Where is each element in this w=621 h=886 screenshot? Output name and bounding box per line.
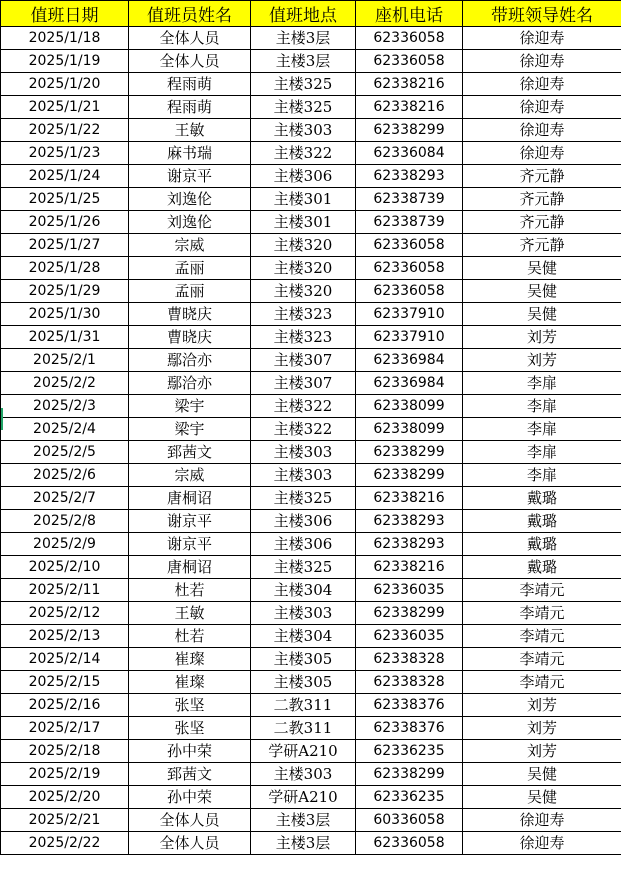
cell-leader-name[interactable]: 刘芳 — [463, 349, 621, 372]
cell-location[interactable]: 主楼303 — [251, 602, 356, 625]
cell-date[interactable]: 2025/1/18 — [1, 27, 129, 50]
cell-date[interactable]: 2025/2/21 — [1, 809, 129, 832]
cell-leader-name[interactable]: 徐迎寿 — [463, 832, 621, 855]
cell-location[interactable]: 主楼307 — [251, 372, 356, 395]
header-duty-location[interactable]: 值班地点 — [251, 1, 356, 27]
cell-date[interactable]: 2025/2/5 — [1, 441, 129, 464]
cell-leader-name[interactable]: 戴璐 — [463, 510, 621, 533]
table-row — [1, 211, 621, 234]
cell-phone[interactable]: 62336058 — [356, 50, 463, 73]
cell-location[interactable]: 主楼3层 — [251, 809, 356, 832]
table-row — [1, 395, 621, 418]
cell-date[interactable]: 2025/1/28 — [1, 257, 129, 280]
cell-officer-name[interactable]: 刘逸伦 — [129, 211, 251, 234]
cell-officer-name[interactable]: 宗威 — [129, 464, 251, 487]
cell-date[interactable]: 2025/2/7 — [1, 487, 129, 510]
cell-officer-name[interactable]: 杜若 — [129, 625, 251, 648]
cell-officer-name[interactable]: 麻书瑞 — [129, 142, 251, 165]
table-row — [1, 418, 621, 441]
cell-location[interactable]: 主楼306 — [251, 510, 356, 533]
cell-location[interactable]: 主楼322 — [251, 418, 356, 441]
cell-officer-name[interactable]: 张坚 — [129, 694, 251, 717]
cell-phone[interactable]: 62338099 — [356, 418, 463, 441]
cell-date[interactable]: 2025/1/29 — [1, 280, 129, 303]
table-row — [1, 50, 621, 73]
cell-date[interactable]: 2025/2/11 — [1, 579, 129, 602]
cell-phone[interactable]: 62338376 — [356, 717, 463, 740]
cell-phone[interactable]: 62336035 — [356, 625, 463, 648]
cell-date[interactable]: 2025/2/6 — [1, 464, 129, 487]
table-row — [1, 487, 621, 510]
cell-location[interactable]: 主楼301 — [251, 211, 356, 234]
cell-officer-name[interactable]: 郅茜文 — [129, 763, 251, 786]
cell-leader-name[interactable]: 徐迎寿 — [463, 50, 621, 73]
header-landline-phone[interactable]: 座机电话 — [356, 1, 463, 27]
cell-leader-name[interactable]: 李靖元 — [463, 625, 621, 648]
cell-leader-name[interactable]: 吴健 — [463, 303, 621, 326]
cell-officer-name[interactable]: 唐桐诏 — [129, 487, 251, 510]
cell-leader-name[interactable]: 徐迎寿 — [463, 96, 621, 119]
cell-phone[interactable]: 62336984 — [356, 349, 463, 372]
cell-leader-name[interactable]: 戴璐 — [463, 487, 621, 510]
cell-officer-name[interactable]: 全体人员 — [129, 809, 251, 832]
cell-phone[interactable]: 62338299 — [356, 763, 463, 786]
cell-leader-name[interactable]: 齐元静 — [463, 211, 621, 234]
cell-date[interactable]: 2025/2/14 — [1, 648, 129, 671]
cell-phone[interactable]: 62338293 — [356, 533, 463, 556]
cell-leader-name[interactable]: 吴健 — [463, 257, 621, 280]
cell-leader-name[interactable]: 李靖元 — [463, 648, 621, 671]
cell-phone[interactable]: 62336058 — [356, 27, 463, 50]
cell-date[interactable]: 2025/2/10 — [1, 556, 129, 579]
cell-location[interactable]: 主楼325 — [251, 96, 356, 119]
table-row — [1, 349, 621, 372]
cell-date[interactable]: 2025/1/25 — [1, 188, 129, 211]
table-row — [1, 671, 621, 694]
cell-location[interactable]: 主楼3层 — [251, 50, 356, 73]
cell-location[interactable]: 主楼301 — [251, 188, 356, 211]
cell-date[interactable]: 2025/1/30 — [1, 303, 129, 326]
cell-location[interactable]: 主楼323 — [251, 303, 356, 326]
cell-leader-name[interactable]: 戴璐 — [463, 556, 621, 579]
cell-location[interactable]: 主楼307 — [251, 349, 356, 372]
cell-officer-name[interactable]: 全体人员 — [129, 50, 251, 73]
cell-leader-name[interactable]: 徐迎寿 — [463, 73, 621, 96]
cell-location[interactable]: 主楼306 — [251, 533, 356, 556]
cell-officer-name[interactable]: 崔璨 — [129, 671, 251, 694]
row-selection-marker — [1, 408, 3, 430]
cell-date[interactable]: 2025/2/1 — [1, 349, 129, 372]
cell-leader-name[interactable]: 刘芳 — [463, 694, 621, 717]
cell-leader-name[interactable]: 李扉 — [463, 464, 621, 487]
cell-date[interactable]: 2025/2/8 — [1, 510, 129, 533]
cell-phone[interactable]: 62338293 — [356, 165, 463, 188]
cell-leader-name[interactable]: 李扉 — [463, 418, 621, 441]
cell-officer-name[interactable]: 鄢洽亦 — [129, 349, 251, 372]
cell-date[interactable]: 2025/2/18 — [1, 740, 129, 763]
cell-officer-name[interactable]: 梁宇 — [129, 395, 251, 418]
table-row — [1, 372, 621, 395]
cell-date[interactable]: 2025/2/15 — [1, 671, 129, 694]
cell-date[interactable]: 2025/2/9 — [1, 533, 129, 556]
cell-officer-name[interactable]: 谢京平 — [129, 165, 251, 188]
cell-location[interactable]: 主楼320 — [251, 234, 356, 257]
cell-officer-name[interactable]: 梁宇 — [129, 418, 251, 441]
table-row — [1, 280, 621, 303]
cell-phone[interactable]: 62336058 — [356, 832, 463, 855]
cell-officer-name[interactable]: 崔璨 — [129, 648, 251, 671]
cell-location[interactable]: 主楼3层 — [251, 27, 356, 50]
cell-date[interactable]: 2025/2/22 — [1, 832, 129, 855]
cell-date[interactable]: 2025/2/16 — [1, 694, 129, 717]
table-row — [1, 740, 621, 763]
cell-leader-name[interactable]: 李扉 — [463, 372, 621, 395]
cell-officer-name[interactable]: 刘逸伦 — [129, 188, 251, 211]
cell-location[interactable]: 主楼322 — [251, 395, 356, 418]
cell-phone[interactable]: 62336084 — [356, 142, 463, 165]
cell-leader-name[interactable]: 李靖元 — [463, 579, 621, 602]
cell-leader-name[interactable]: 刘芳 — [463, 326, 621, 349]
cell-phone[interactable]: 62338216 — [356, 487, 463, 510]
cell-date[interactable]: 2025/2/4 — [1, 418, 129, 441]
cell-officer-name[interactable]: 宗威 — [129, 234, 251, 257]
table-row — [1, 579, 621, 602]
cell-date[interactable]: 2025/2/2 — [1, 372, 129, 395]
table-row — [1, 786, 621, 809]
table-row — [1, 694, 621, 717]
cell-officer-name[interactable]: 孟丽 — [129, 257, 251, 280]
cell-phone[interactable]: 62338216 — [356, 556, 463, 579]
cell-leader-name[interactable]: 齐元静 — [463, 234, 621, 257]
cell-date[interactable]: 2025/2/17 — [1, 717, 129, 740]
cell-date[interactable]: 2025/1/24 — [1, 165, 129, 188]
table-row — [1, 96, 621, 119]
cell-leader-name[interactable]: 李靖元 — [463, 602, 621, 625]
table-row — [1, 165, 621, 188]
cell-phone[interactable]: 62338376 — [356, 694, 463, 717]
cell-leader-name[interactable]: 吴健 — [463, 763, 621, 786]
cell-leader-name[interactable]: 齐元静 — [463, 165, 621, 188]
table-row — [1, 832, 621, 855]
cell-officer-name[interactable]: 谢京平 — [129, 533, 251, 556]
cell-officer-name[interactable]: 杜若 — [129, 579, 251, 602]
cell-phone[interactable]: 62336058 — [356, 257, 463, 280]
table-row — [1, 464, 621, 487]
cell-phone[interactable]: 62338299 — [356, 119, 463, 142]
cell-phone[interactable]: 62336035 — [356, 579, 463, 602]
cell-date[interactable]: 2025/1/19 — [1, 50, 129, 73]
cell-phone[interactable]: 62338328 — [356, 671, 463, 694]
cell-date[interactable]: 2025/1/27 — [1, 234, 129, 257]
header-row — [1, 1, 621, 27]
cell-location[interactable]: 主楼323 — [251, 326, 356, 349]
table-row — [1, 556, 621, 579]
cell-location[interactable]: 主楼303 — [251, 441, 356, 464]
table-row — [1, 234, 621, 257]
cell-phone[interactable]: 62337910 — [356, 303, 463, 326]
cell-location[interactable]: 主楼305 — [251, 671, 356, 694]
cell-location[interactable]: 主楼303 — [251, 464, 356, 487]
cell-date[interactable]: 2025/2/20 — [1, 786, 129, 809]
cell-phone[interactable]: 62338299 — [356, 441, 463, 464]
cell-date[interactable]: 2025/2/19 — [1, 763, 129, 786]
table-row — [1, 809, 621, 832]
table-row — [1, 510, 621, 533]
cell-phone[interactable]: 62338739 — [356, 188, 463, 211]
cell-location[interactable]: 主楼325 — [251, 73, 356, 96]
cell-phone[interactable]: 62336235 — [356, 786, 463, 809]
cell-date[interactable]: 2025/2/3 — [1, 395, 129, 418]
table-row — [1, 717, 621, 740]
cell-officer-name[interactable]: 曹晓庆 — [129, 326, 251, 349]
cell-phone[interactable]: 62338299 — [356, 464, 463, 487]
cell-leader-name[interactable]: 徐迎寿 — [463, 27, 621, 50]
table-row — [1, 602, 621, 625]
cell-location[interactable]: 主楼325 — [251, 487, 356, 510]
cell-leader-name[interactable]: 李扉 — [463, 395, 621, 418]
cell-officer-name[interactable]: 王敏 — [129, 602, 251, 625]
cell-date[interactable]: 2025/1/21 — [1, 96, 129, 119]
cell-phone[interactable]: 62338293 — [356, 510, 463, 533]
cell-officer-name[interactable]: 张坚 — [129, 717, 251, 740]
cell-leader-name[interactable]: 刘芳 — [463, 740, 621, 763]
cell-date[interactable]: 2025/2/13 — [1, 625, 129, 648]
cell-leader-name[interactable]: 徐迎寿 — [463, 142, 621, 165]
cell-location[interactable]: 主楼320 — [251, 257, 356, 280]
cell-phone[interactable]: 62337910 — [356, 326, 463, 349]
table-row — [1, 27, 621, 50]
table-row — [1, 648, 621, 671]
cell-officer-name[interactable]: 全体人员 — [129, 832, 251, 855]
header-duty-officer-name[interactable]: 值班员姓名 — [129, 1, 251, 27]
cell-location[interactable]: 二教311 — [251, 717, 356, 740]
cell-location[interactable]: 主楼3层 — [251, 832, 356, 855]
cell-phone[interactable]: 62338328 — [356, 648, 463, 671]
cell-location[interactable]: 学研A210 — [251, 740, 356, 763]
cell-phone[interactable]: 62338299 — [356, 602, 463, 625]
cell-location[interactable]: 主楼304 — [251, 625, 356, 648]
cell-date[interactable]: 2025/1/31 — [1, 326, 129, 349]
cell-officer-name[interactable]: 孙中荣 — [129, 786, 251, 809]
cell-phone[interactable]: 62336984 — [356, 372, 463, 395]
table-row — [1, 257, 621, 280]
cell-location[interactable]: 主楼320 — [251, 280, 356, 303]
cell-location[interactable]: 学研A210 — [251, 786, 356, 809]
cell-date[interactable]: 2025/1/20 — [1, 73, 129, 96]
cell-leader-name[interactable]: 吴健 — [463, 786, 621, 809]
cell-leader-name[interactable]: 李扉 — [463, 441, 621, 464]
cell-officer-name[interactable]: 程雨萌 — [129, 73, 251, 96]
table-row — [1, 73, 621, 96]
cell-location[interactable]: 主楼303 — [251, 119, 356, 142]
cell-leader-name[interactable]: 戴璐 — [463, 533, 621, 556]
table-row — [1, 763, 621, 786]
cell-officer-name[interactable]: 孟丽 — [129, 280, 251, 303]
cell-leader-name[interactable]: 李靖元 — [463, 671, 621, 694]
cell-location[interactable]: 主楼305 — [251, 648, 356, 671]
cell-phone[interactable]: 62336235 — [356, 740, 463, 763]
cell-location[interactable]: 主楼304 — [251, 579, 356, 602]
cell-phone[interactable]: 62338099 — [356, 395, 463, 418]
cell-phone[interactable]: 62336058 — [356, 234, 463, 257]
cell-leader-name[interactable]: 齐元静 — [463, 188, 621, 211]
cell-phone[interactable]: 62336058 — [356, 280, 463, 303]
table-row — [1, 441, 621, 464]
cell-location[interactable]: 主楼303 — [251, 763, 356, 786]
cell-phone[interactable]: 62338216 — [356, 73, 463, 96]
cell-officer-name[interactable]: 孙中荣 — [129, 740, 251, 763]
table-row — [1, 303, 621, 326]
cell-location[interactable]: 二教311 — [251, 694, 356, 717]
cell-location[interactable]: 主楼306 — [251, 165, 356, 188]
table-row — [1, 625, 621, 648]
cell-phone[interactable]: 62338739 — [356, 211, 463, 234]
cell-officer-name[interactable]: 全体人员 — [129, 27, 251, 50]
cell-leader-name[interactable]: 刘芳 — [463, 717, 621, 740]
cell-date[interactable]: 2025/1/23 — [1, 142, 129, 165]
table-row — [1, 188, 621, 211]
roster-body — [1, 27, 621, 855]
cell-leader-name[interactable]: 徐迎寿 — [463, 809, 621, 832]
cell-officer-name[interactable]: 鄢洽亦 — [129, 372, 251, 395]
table-row — [1, 533, 621, 556]
cell-leader-name[interactable]: 徐迎寿 — [463, 119, 621, 142]
cell-location[interactable]: 主楼322 — [251, 142, 356, 165]
header-leader-name[interactable]: 带班领导姓名 — [463, 1, 621, 27]
header-duty-date[interactable]: 值班日期 — [1, 1, 129, 27]
cell-officer-name[interactable]: 唐桐诏 — [129, 556, 251, 579]
cell-officer-name[interactable]: 王敏 — [129, 119, 251, 142]
table-row — [1, 326, 621, 349]
cell-date[interactable]: 2025/2/12 — [1, 602, 129, 625]
table-row — [1, 142, 621, 165]
cell-officer-name[interactable]: 郅茜文 — [129, 441, 251, 464]
table-row — [1, 119, 621, 142]
cell-officer-name[interactable]: 曹晓庆 — [129, 303, 251, 326]
cell-officer-name[interactable]: 程雨萌 — [129, 96, 251, 119]
cell-phone[interactable]: 60336058 — [356, 809, 463, 832]
cell-date[interactable]: 2025/1/22 — [1, 119, 129, 142]
cell-date[interactable]: 2025/1/26 — [1, 211, 129, 234]
cell-phone[interactable]: 62338216 — [356, 96, 463, 119]
cell-officer-name[interactable]: 谢京平 — [129, 510, 251, 533]
cell-location[interactable]: 主楼325 — [251, 556, 356, 579]
cell-leader-name[interactable]: 吴健 — [463, 280, 621, 303]
